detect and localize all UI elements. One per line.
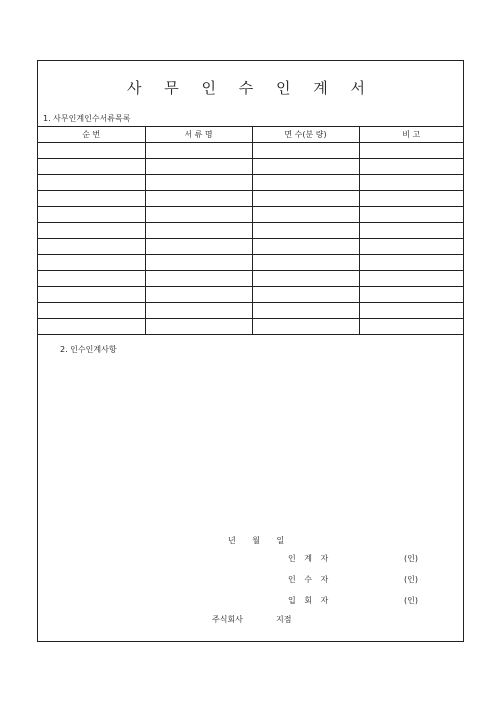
table-cell <box>38 271 145 287</box>
company-label: 주식회사 <box>212 615 243 624</box>
table-row <box>38 223 463 239</box>
table-cell <box>252 319 359 335</box>
table-cell <box>38 175 145 191</box>
table-cell <box>145 223 252 239</box>
table-cell <box>252 255 359 271</box>
table-cell <box>38 191 145 207</box>
signature-role-receiver: 인 수 자 <box>288 575 332 584</box>
table-cell <box>359 159 463 175</box>
table-row <box>38 207 463 223</box>
table-row <box>38 271 463 287</box>
table-cell <box>359 287 463 303</box>
table-row <box>38 143 463 159</box>
table-cell <box>359 207 463 223</box>
table-row <box>38 319 463 335</box>
signature-role-handover: 인 계 자 <box>288 554 332 563</box>
table-cell <box>145 143 252 159</box>
header-remarks: 비 고 <box>359 127 463 143</box>
table-cell <box>145 303 252 319</box>
table-cell <box>145 175 252 191</box>
table-cell <box>359 175 463 191</box>
signature-role-witness: 입 회 자 <box>288 596 332 605</box>
table-cell <box>359 303 463 319</box>
table-cell <box>38 319 145 335</box>
table-cell <box>38 255 145 271</box>
table-header-row <box>38 127 463 143</box>
table-cell <box>252 175 359 191</box>
table-cell <box>145 239 252 255</box>
table-cell <box>359 255 463 271</box>
table-cell <box>38 143 145 159</box>
section-2-heading: 2. 인수인계사항 <box>60 345 117 354</box>
table-cell <box>359 143 463 159</box>
table-cell <box>252 143 359 159</box>
table-cell <box>359 271 463 287</box>
table-cell <box>145 319 252 335</box>
table-cell <box>359 239 463 255</box>
table-cell <box>38 239 145 255</box>
table-row <box>38 175 463 191</box>
section-1-heading: 1. 사무인계인수서류목록 <box>43 114 131 123</box>
table-row <box>38 287 463 303</box>
table-cell <box>359 319 463 335</box>
table-cell <box>252 287 359 303</box>
table-row <box>38 303 463 319</box>
header-seq: 순 번 <box>38 127 145 143</box>
table-cell <box>252 207 359 223</box>
document-frame <box>37 60 464 642</box>
table-cell <box>359 223 463 239</box>
seal-mark-receiver: (인) <box>404 575 418 584</box>
table-cell <box>145 207 252 223</box>
table-cell <box>252 191 359 207</box>
table-row <box>38 159 463 175</box>
table-cell <box>38 159 145 175</box>
table-cell <box>145 191 252 207</box>
header-doc-name: 서 류 명 <box>145 127 252 143</box>
table-cell <box>38 287 145 303</box>
table-cell <box>252 223 359 239</box>
document-list-table <box>38 126 463 335</box>
table-cell <box>252 159 359 175</box>
table-cell <box>145 271 252 287</box>
table-cell <box>252 239 359 255</box>
table-cell <box>145 159 252 175</box>
table-cell <box>252 303 359 319</box>
table-cell <box>38 207 145 223</box>
table-cell <box>38 303 145 319</box>
table-cell <box>252 271 359 287</box>
header-pages: 면 수(분 량) <box>252 127 359 143</box>
table-cell <box>145 287 252 303</box>
table-cell <box>38 223 145 239</box>
date-line: 년 월 일 <box>228 536 285 545</box>
branch-label: 지점 <box>276 615 292 624</box>
seal-mark-handover: (인) <box>404 554 418 563</box>
seal-mark-witness: (인) <box>404 596 418 605</box>
table-cell <box>359 191 463 207</box>
table-row <box>38 191 463 207</box>
table-row <box>38 255 463 271</box>
document-title: 사 무 인 수 인 계 서 <box>126 79 375 97</box>
table-cell <box>145 255 252 271</box>
table-row <box>38 239 463 255</box>
